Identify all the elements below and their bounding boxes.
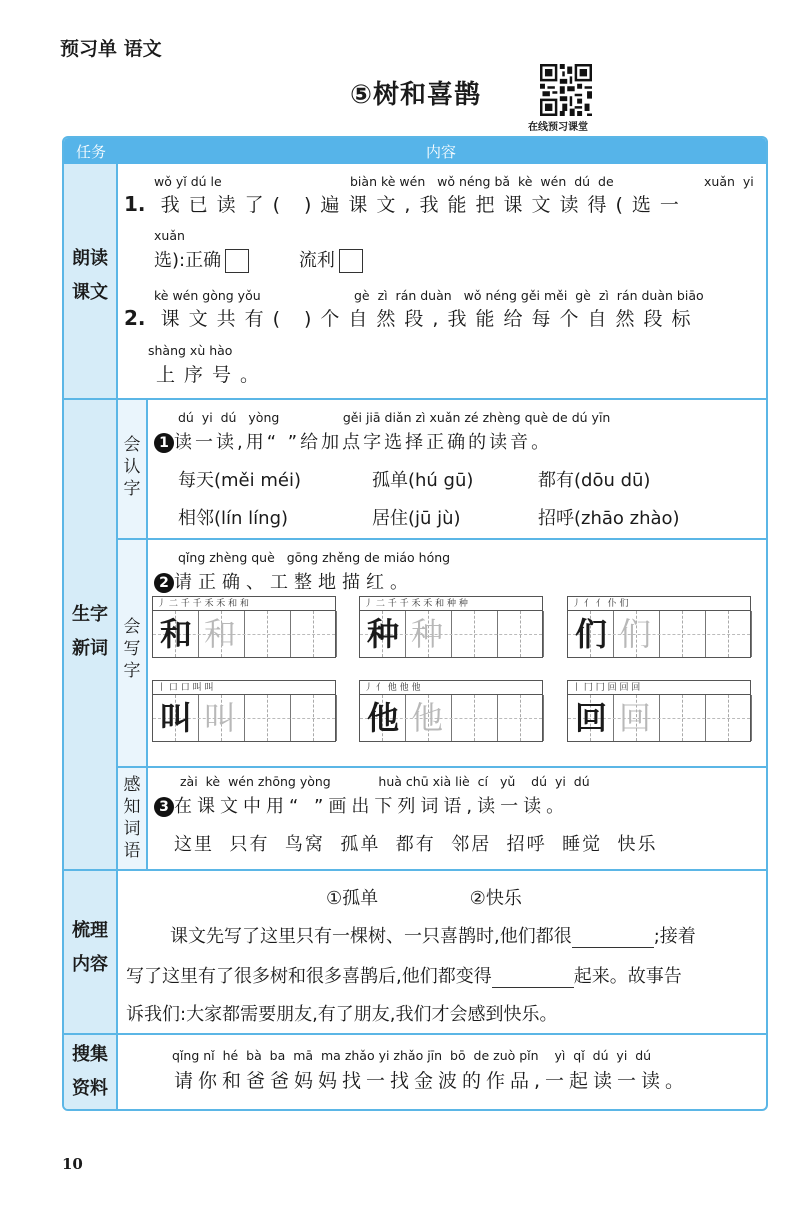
t3-words: 这里 只有 鸟窝 孤单 都有 邻居 招呼 睡觉 快乐 xyxy=(174,834,658,855)
q1-options: 选):正确 流利 xyxy=(154,246,367,273)
preview-table xyxy=(62,136,768,1111)
qr-caption: 在线预习课堂 xyxy=(528,122,588,133)
sort-options: ①孤单 ②快乐 xyxy=(326,888,522,909)
trace-character[interactable]: 们 xyxy=(618,615,651,653)
t1-item-5: 居住(jū jù) xyxy=(372,508,461,529)
checkbox-correct[interactable] xyxy=(225,249,249,273)
label-recognize: 会 认 字 xyxy=(123,435,141,499)
model-character: 们 xyxy=(574,615,607,653)
checkbox-fluent[interactable] xyxy=(339,249,363,273)
model-character: 和 xyxy=(159,615,192,653)
stroke-order: 丿 亻 亻 仆 们 xyxy=(568,597,750,611)
writing-grid[interactable] xyxy=(359,596,543,658)
writing-grid[interactable] xyxy=(152,680,336,742)
q1-pinyin-a: wǒ yǐ dú le xyxy=(154,174,222,189)
label-sort: 梳理 内容 xyxy=(72,920,108,975)
label-collect: 搜集 资料 xyxy=(72,1044,108,1099)
writing-grid[interactable] xyxy=(567,596,751,658)
stroke-order: 丨 口 口 叫 叫 xyxy=(153,681,335,695)
sort-line-3: 诉我们:大家都需要朋友,有了朋友,我们才会感到快乐。 xyxy=(126,1004,558,1025)
q2-pinyin-a: kè wén gòng yǒu xyxy=(154,288,261,303)
writing-grid[interactable] xyxy=(152,596,336,658)
trace-character[interactable]: 和 xyxy=(203,615,236,653)
writing-grid[interactable] xyxy=(359,680,543,742)
q1-pinyin-d: xuǎn xyxy=(154,228,185,243)
trace-character[interactable]: 种 xyxy=(410,615,443,653)
answer-blank-2[interactable] xyxy=(492,971,574,988)
header-content: 内容 xyxy=(426,143,457,161)
model-character: 回 xyxy=(574,699,607,737)
table-header xyxy=(64,138,768,164)
model-character: 叫 xyxy=(159,699,192,737)
stroke-order: 丿 二 千 千 禾 禾 和 种 种 xyxy=(360,597,542,611)
collect-pinyin: qǐng nǐ hé bà ba mā ma zhǎo yi zhǎo jīn bō de zuò pǐn yì qǐ dú yi dú xyxy=(172,1048,652,1063)
collect-text: 请你和爸爸妈妈找一找金波的作品,一起读一读。 xyxy=(174,1070,690,1092)
t1-text: 1 读一读,用“ ”给加点字选择正确的读音。 xyxy=(154,428,552,454)
lesson-title: ⑤树和喜鹊 xyxy=(350,80,482,110)
t1-item-3: 都有(dōu dū) xyxy=(538,470,651,491)
stroke-order: 丨 冂 冂 回 回 回 xyxy=(568,681,750,695)
t1-item-4: 相邻(lín líng) xyxy=(178,508,289,529)
q2-text2: 上序号。 xyxy=(156,364,269,386)
book-header: 预习单 语文 xyxy=(60,38,162,60)
q1-pinyin-c: xuǎn yi xyxy=(704,174,754,189)
t2-pinyin: qǐng zhèng què gōng zhěng de miáo hóng xyxy=(178,550,451,565)
t3-text: 3 在课文中用“ ”画出下列词语,读一读。 xyxy=(154,792,569,818)
t2-text: 2 请正确、工整地描红。 xyxy=(154,568,414,594)
q2-pinyin-b: gè zì rán duàn wǒ néng gěi měi gè zì rán duàn biāo xyxy=(354,288,704,303)
model-character: 他 xyxy=(366,699,399,737)
q1-pinyin-b: biàn kè wén wǒ néng bǎ kè wén dú de xyxy=(350,174,614,189)
qr-code-icon[interactable] xyxy=(540,64,592,116)
sort-line-2: 写了这里有了很多树和很多喜鹊后,他们都变得 起来。故事告 xyxy=(126,966,682,987)
q1-text: 1. 我已读了( )遍课文,我能把课文读得(选一 xyxy=(124,192,688,216)
label-write: 会 写 字 xyxy=(123,617,141,681)
q2-pinyin-c: shàng xù hào xyxy=(148,343,233,358)
label-sense: 感 知 词 语 xyxy=(123,775,141,861)
label-read: 朗读 课文 xyxy=(72,248,108,303)
t1-item-1: 每天(měi méi) xyxy=(178,470,301,491)
model-character: 种 xyxy=(366,615,399,653)
sort-line-1: 课文先写了这里只有一棵树、一只喜鹊时,他们都很 ;接着 xyxy=(170,926,696,947)
t3-pinyin: zài kè wén zhōng yòng huà chū xià liè cí yǔ dú yi dú xyxy=(180,774,590,789)
trace-character[interactable]: 他 xyxy=(410,699,443,737)
stroke-order: 丿 亻 他 他 他 xyxy=(360,681,542,695)
t1-item-6: 招呼(zhāo zhào) xyxy=(538,508,680,529)
page-number: 10 xyxy=(62,1155,83,1173)
answer-blank-1[interactable] xyxy=(572,931,654,948)
trace-character[interactable]: 叫 xyxy=(203,699,236,737)
label-chars: 生字 新词 xyxy=(72,604,108,659)
t1-item-2: 孤单(hú gū) xyxy=(372,470,474,491)
t1-pinyin: dú yi dú yòng gěi jiā diǎn zì xuǎn zé zhèng què de dú yīn xyxy=(178,410,611,425)
writing-grid[interactable] xyxy=(567,680,751,742)
header-task: 任务 xyxy=(76,143,107,161)
stroke-order: 丿 二 千 千 禾 禾 和 和 xyxy=(153,597,335,611)
q2-text: 2. 课文共有( )个自然段,我能给每个自然段标 xyxy=(124,306,700,330)
trace-character[interactable]: 回 xyxy=(618,699,651,737)
